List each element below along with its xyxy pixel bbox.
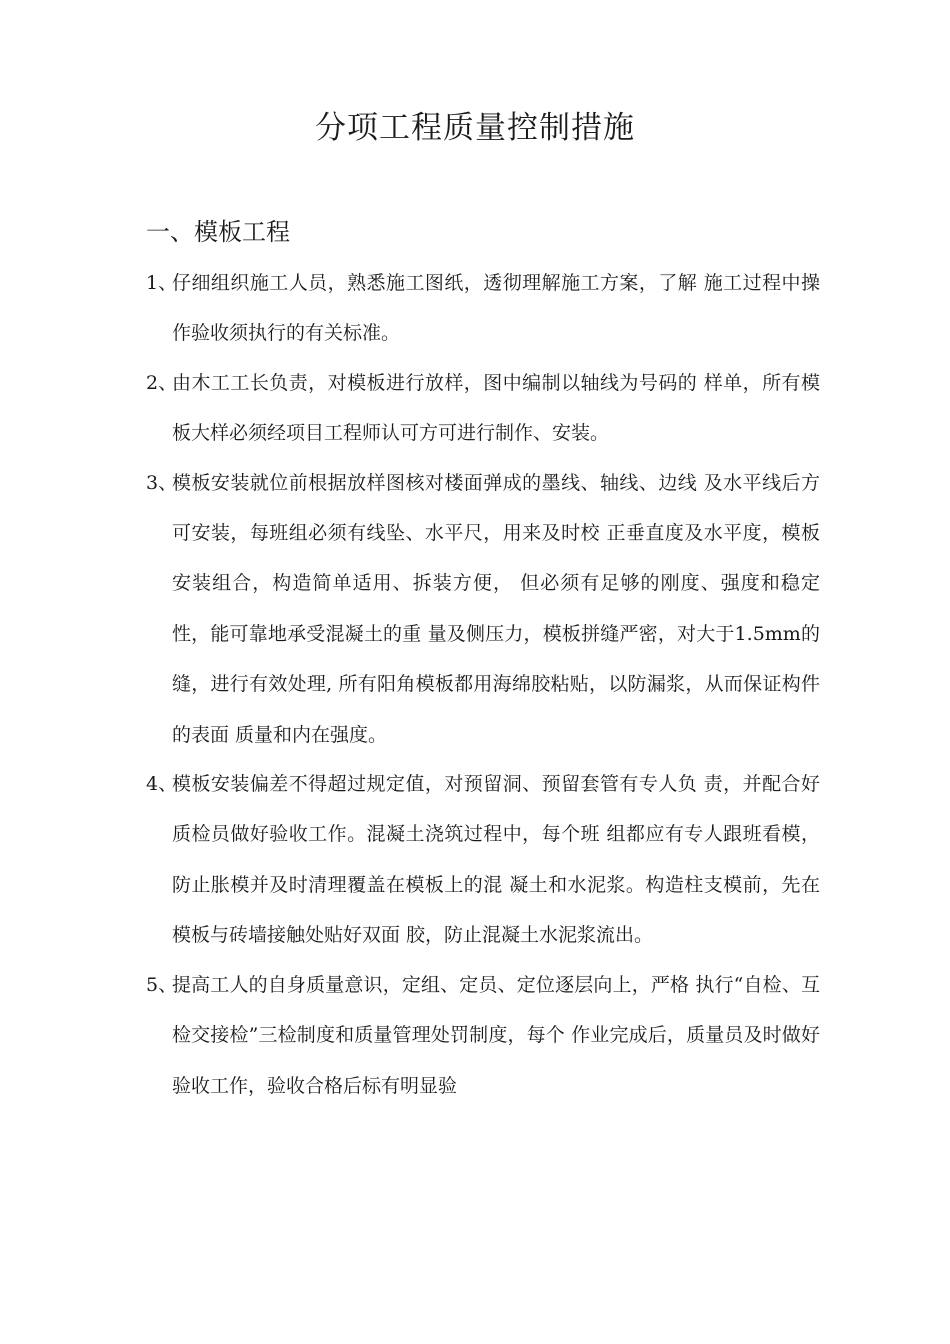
item-list bbox=[146, 258, 820, 1110]
list-item bbox=[146, 759, 820, 961]
item-number: 1、 bbox=[146, 272, 178, 294]
document-title: 分项工程质量控制措施 bbox=[315, 110, 635, 146]
list-item bbox=[146, 960, 820, 1111]
item-text: 模板安装就位前根据放样图核对楼面弹成的墨线、轴线、边线 及水平线后方可安装，每班组必须有线坠、水平尺，用来及时校 正垂直度及水平度，模板安装组合，构造简单适用、拆装方便， 但必须有足够的刚度、强度和稳定性，能可靠地承受混凝土的重 量及侧压力，模板拼缝严密，对大于1.5mm的缝，进行有效处理, 所有阳角模板都用海绵胶粘贴，以防漏浆，从而保证构件的表面 质量和内在强度。 bbox=[172, 471, 820, 746]
list-item bbox=[146, 458, 820, 760]
item-number: 5、 bbox=[146, 973, 178, 996]
item-text: 提高工人的自身质量意识，定组、定员、定位逐层向上，严格 执行“自检、互检交接检”三检制度和质量管理处罚制度，每个 作业完成后，质量员及时做好验收工作，验收合格后标有明显验 bbox=[172, 973, 820, 1097]
item-number: 4、 bbox=[146, 773, 178, 796]
list-item bbox=[146, 258, 820, 359]
item-text: 模板安装偏差不得超过规定值，对预留洞、预留套管有专人负 责，并配合好质检员做好验收工作。混凝土浇筑过程中，每个班 组都应有专人跟班看模，防止胀模并及时清理覆盖在模板上的混 凝土和水泥浆。构造柱支模前，先在模板与砖墙接触处贴好双面 胶，防止混凝土水泥浆流出。 bbox=[172, 773, 820, 947]
item-text: 仔细组织施工人员，熟悉施工图纸，透彻理解施工方案，了解 施工过程中操作验收须执行的有关标准。 bbox=[172, 272, 820, 345]
item-text: 由木工工长负责，对模板进行放样，图中编制以轴线为号码的 样单，所有模板大样必须经项目工程师认可方可进行制作、安装。 bbox=[172, 371, 820, 445]
section-heading: 一、模板工程 bbox=[146, 218, 290, 246]
item-number: 2、 bbox=[146, 371, 178, 394]
item-number: 3、 bbox=[146, 471, 178, 494]
list-item bbox=[146, 358, 820, 459]
